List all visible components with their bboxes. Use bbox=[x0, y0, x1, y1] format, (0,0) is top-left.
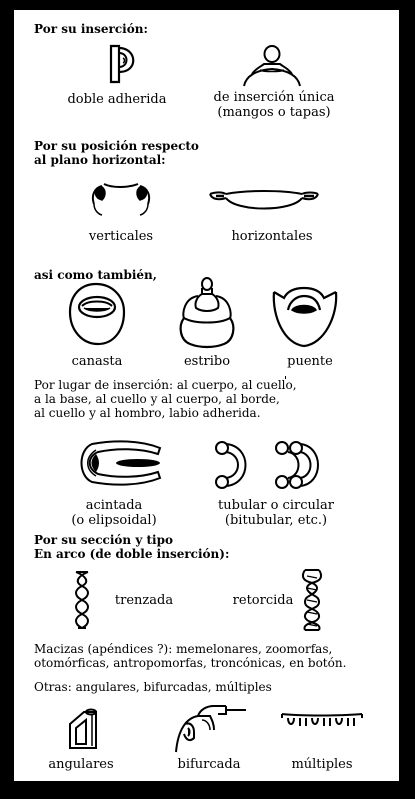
section-heading-seccion-2: En arco (de doble inserción): bbox=[34, 547, 230, 561]
trenzada-handle-icon bbox=[68, 568, 98, 632]
label-retorcida: retorcida bbox=[232, 593, 294, 608]
lugar-line-3: al cuello y al hombro, labio adherida. bbox=[34, 406, 261, 420]
doble-adherida-handle-icon bbox=[103, 42, 145, 86]
angular-handle-icon bbox=[62, 706, 102, 754]
insercion-unica-lid-icon bbox=[242, 40, 302, 88]
canasta-vessel-icon bbox=[66, 280, 128, 348]
estribo-vessel-icon bbox=[172, 274, 242, 350]
bifurcada-handle-icon bbox=[172, 702, 248, 754]
bitubular-handle-icon bbox=[272, 440, 324, 490]
label-doble-adherida: doble adherida bbox=[67, 92, 167, 107]
tubular-handle-icon bbox=[212, 440, 256, 490]
label-acintada: acintada bbox=[85, 498, 143, 513]
macizas-line-1: Macizas (apéndices ?): memelonares, zoomorfas, bbox=[34, 642, 333, 656]
otras-line: Otras: angulares, bifurcadas, múltiples bbox=[34, 680, 272, 694]
retorcida-handle-icon bbox=[297, 566, 327, 634]
multiple-handles-icon bbox=[280, 710, 364, 740]
horizontal-handles-icon bbox=[206, 182, 322, 220]
puente-vessel-icon bbox=[270, 286, 340, 350]
vertical-handles-icon bbox=[88, 178, 154, 216]
section-heading-tambien: asi como también, bbox=[34, 268, 157, 282]
label-bitubular: (bitubular, etc.) bbox=[224, 513, 328, 528]
label-estribo: estribo bbox=[183, 354, 231, 369]
lugar-line-2: a la base, al cuello y al cuerpo, al borde, bbox=[34, 392, 280, 406]
section-heading-posicion-1: Por su posición respecto bbox=[34, 139, 199, 153]
label-angulares: angulares bbox=[48, 757, 114, 772]
label-trenzada: trenzada bbox=[114, 593, 174, 608]
label-mangos-tapas: (mangos o tapas) bbox=[217, 105, 331, 120]
section-heading-seccion-1: Por su sección y tipo bbox=[34, 533, 173, 547]
label-multiples: múltiples bbox=[291, 757, 353, 772]
label-tubular: tubular o circular bbox=[218, 498, 334, 513]
label-bifurcada: bifurcada bbox=[177, 757, 241, 772]
lugar-line-1: Por lugar de inserción: al cuerpo, al cuello, bbox=[34, 378, 297, 392]
label-verticales: verticales bbox=[88, 229, 154, 244]
macizas-line-2: otomórficas, antropomorfas, troncónicas, en botón. bbox=[34, 656, 347, 670]
label-horizontales: horizontales bbox=[231, 229, 313, 244]
label-elipsoidal: (o elipsoidal) bbox=[71, 513, 157, 528]
label-insercion-unica: de inserción única bbox=[213, 90, 335, 105]
section-heading-insercion: Por su inserción: bbox=[34, 22, 148, 36]
label-canasta: canasta bbox=[71, 354, 123, 369]
section-heading-posicion-2: al plano horizontal: bbox=[34, 153, 166, 167]
acintada-handle-icon bbox=[78, 438, 162, 488]
label-puente: puente bbox=[287, 354, 333, 369]
diagram-panel bbox=[14, 10, 399, 781]
